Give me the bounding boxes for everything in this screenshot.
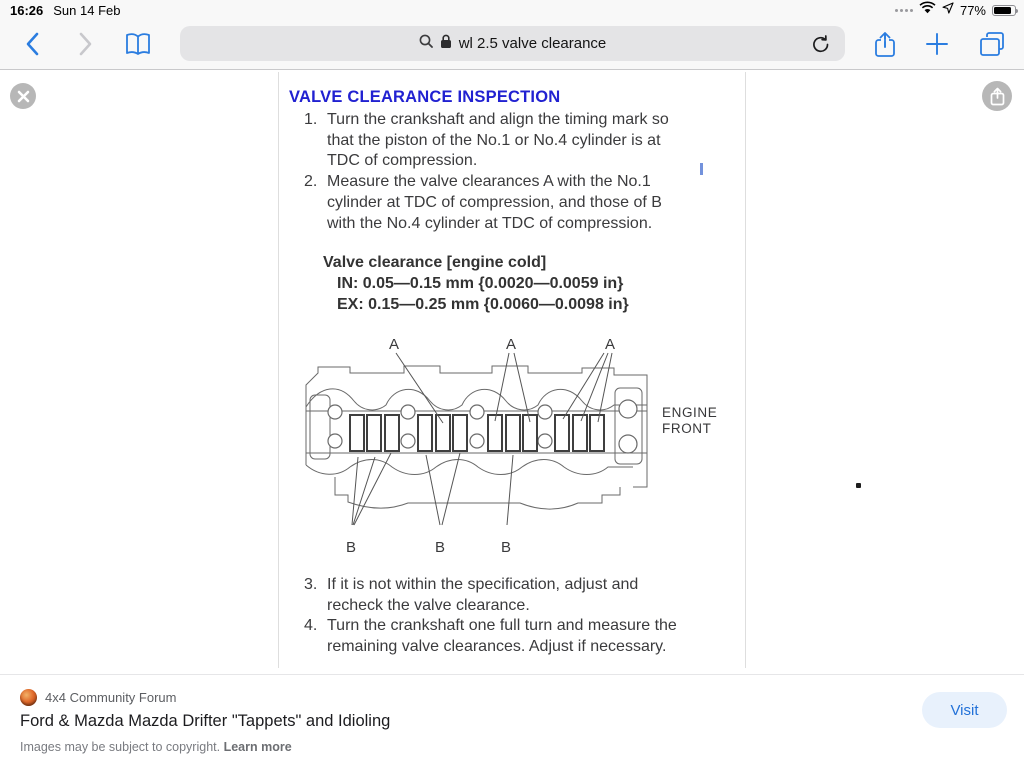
bookmarks-button[interactable] bbox=[120, 20, 156, 68]
status-time: 16:26 bbox=[10, 3, 44, 18]
scan-dot-artifact bbox=[856, 483, 861, 488]
step-number: 3. bbox=[304, 576, 318, 593]
spec-exhaust: EX: 0.15—0.25 mm {0.0060—0.0098 in} bbox=[337, 296, 629, 313]
valve-clearance-spec bbox=[323, 252, 629, 315]
engine-front-label-2: FRONT bbox=[662, 421, 712, 436]
learn-more-link[interactable]: Learn more bbox=[223, 740, 292, 754]
cellular-signal-icon bbox=[895, 9, 913, 12]
doc-title: VALVE CLEARANCE INSPECTION bbox=[289, 88, 561, 106]
document-image[interactable] bbox=[0, 70, 1024, 674]
step-text: If it is not within the specification, adjust and recheck the valve clearance. bbox=[327, 576, 639, 614]
safari-chrome bbox=[0, 0, 1024, 70]
copyright-text: Images may be subject to copyright. bbox=[20, 740, 224, 754]
step-item bbox=[289, 110, 692, 172]
step-item bbox=[289, 575, 692, 616]
wifi-icon bbox=[919, 1, 936, 19]
battery-percent: 77% bbox=[959, 2, 986, 18]
cylinder-head-diagram bbox=[290, 325, 750, 560]
steps-1-2 bbox=[289, 110, 741, 234]
share-button[interactable] bbox=[868, 20, 902, 68]
spec-heading: Valve clearance [engine cold] bbox=[323, 254, 547, 271]
image-title-link[interactable]: Ford & Mazda Mazda Drifter "Tappets" and Idioling bbox=[20, 712, 391, 730]
reload-button[interactable] bbox=[810, 33, 832, 55]
label-a-3: A bbox=[605, 336, 616, 353]
image-info-bar bbox=[0, 674, 1024, 768]
lock-icon bbox=[440, 34, 452, 54]
spec-intake: IN: 0.05—0.15 mm {0.0020—0.0059 in} bbox=[337, 275, 624, 292]
step-item bbox=[289, 616, 692, 657]
step-number: 4. bbox=[304, 617, 318, 635]
step-text: Turn the crankshaft and align the timing mark so that the piston of the No.1 or No.4 cylinder is at TDC of compression. bbox=[327, 111, 669, 170]
source-favicon-icon bbox=[20, 689, 37, 706]
label-b-2: B bbox=[435, 539, 446, 556]
url-bar[interactable] bbox=[180, 26, 845, 61]
battery-icon bbox=[992, 5, 1016, 16]
step-number: 2. bbox=[304, 173, 318, 191]
status-bar bbox=[0, 0, 1024, 20]
step-text: Measure the valve clearances A with the No.1 cylinder at TDC of compression, and those of B with the No.4 cylinder at TDC of compression. bbox=[327, 173, 662, 232]
source-link[interactable] bbox=[20, 689, 176, 706]
steps-3-4 bbox=[289, 575, 741, 658]
source-name: 4x4 Community Forum bbox=[45, 690, 177, 705]
scan-blue-artifact bbox=[700, 163, 703, 175]
status-clock bbox=[10, 3, 120, 18]
label-b-1: B bbox=[346, 539, 357, 556]
back-button[interactable] bbox=[16, 20, 48, 68]
step-item bbox=[289, 172, 692, 234]
copyright-notice bbox=[20, 740, 292, 754]
forward-button[interactable] bbox=[70, 20, 102, 68]
search-icon bbox=[419, 34, 433, 53]
label-a-2: A bbox=[506, 336, 517, 353]
step-text: Turn the crankshaft one full turn and measure the remaining valve clearances. Adjust if necessary. bbox=[327, 617, 677, 656]
engine-front-label-1: ENGINE bbox=[662, 405, 718, 420]
tabs-button[interactable] bbox=[974, 20, 1010, 68]
location-arrow-icon bbox=[942, 1, 954, 19]
label-a-1: A bbox=[389, 336, 400, 353]
url-text: wl 2.5 valve clearance bbox=[458, 35, 607, 52]
visit-button[interactable]: Visit bbox=[922, 692, 1007, 728]
new-tab-button[interactable] bbox=[920, 20, 954, 68]
browser-toolbar bbox=[0, 20, 1024, 68]
status-date: Sun 14 Feb bbox=[53, 3, 121, 18]
step-number: 1. bbox=[304, 111, 318, 128]
image-viewer bbox=[0, 70, 1024, 674]
label-b-3: B bbox=[501, 539, 512, 556]
